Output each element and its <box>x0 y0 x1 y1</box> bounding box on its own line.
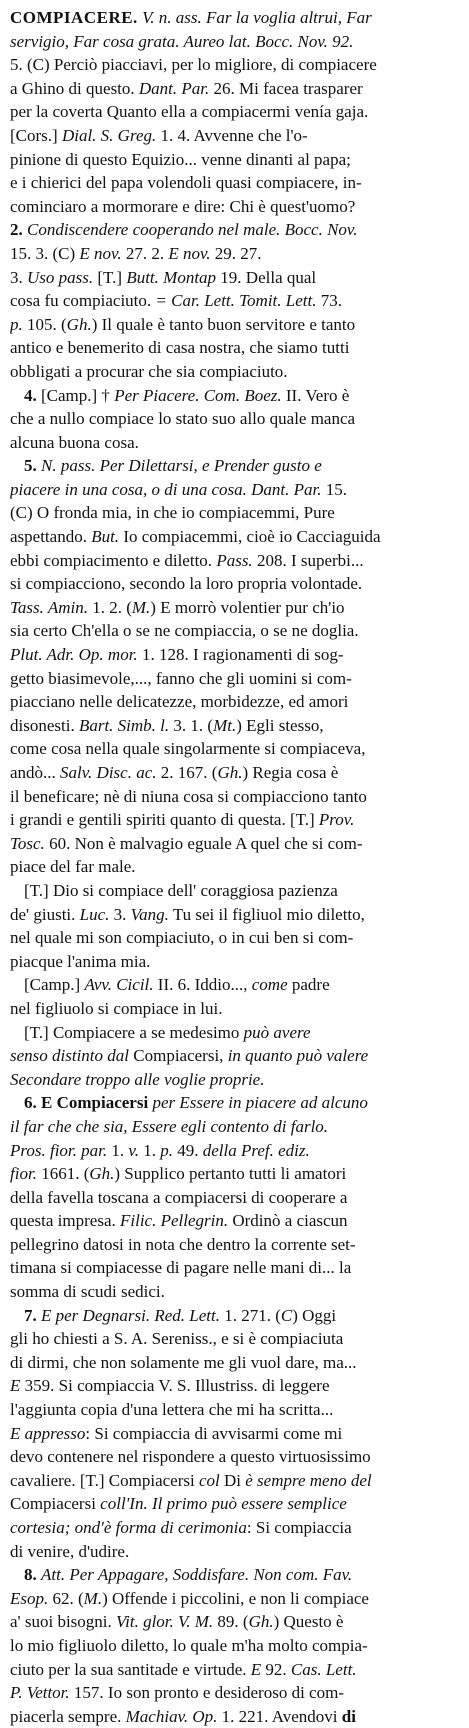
text-segment: Tu sei il figliuol mio diletto, <box>168 904 365 924</box>
text-segment: 5. <box>24 456 41 476</box>
entry-line <box>10 1327 459 1351</box>
entry-line <box>10 124 459 148</box>
text-segment: Pass. <box>216 550 253 570</box>
text-segment: [T.] <box>93 267 127 287</box>
text-segment: a Ghino di questo. <box>10 78 139 98</box>
text-segment: 1. <box>107 1140 129 1160</box>
text-segment: Gh. <box>248 1612 274 1632</box>
entry-line <box>10 218 459 242</box>
entry-line <box>10 30 459 54</box>
text-segment: il far che che sia, Essere egli contento di farlo. <box>10 1116 329 1136</box>
text-segment: cosa fu compiaciuto. <box>10 291 156 311</box>
text-segment: 2. 167. ( <box>156 763 218 782</box>
text-segment: But. <box>91 527 120 547</box>
text-segment: II. 6. Iddio..., <box>153 975 252 995</box>
text-segment: 8. <box>24 1565 41 1585</box>
text-segment: Ordinò a ciascun <box>228 1211 348 1231</box>
text-segment: piace del far male. <box>10 857 136 877</box>
text-segment: P. Vettor. <box>10 1683 70 1703</box>
text-segment: Gh. <box>217 763 243 782</box>
text-segment: per la coverta Quanto ella a compiacermi venía gaja. <box>10 102 369 122</box>
text-segment: di venire, d'udire. <box>10 1541 130 1561</box>
text-segment: nel figliuolo si compiace in lui. <box>10 998 223 1018</box>
entry-line <box>10 266 459 290</box>
entry-line <box>10 737 459 761</box>
entry-line <box>10 1374 459 1398</box>
text-segment: E per Degnarsi. Red. Lett. <box>41 1305 220 1325</box>
text-segment: 92. <box>261 1659 291 1679</box>
entry-line <box>10 596 459 620</box>
entry-line <box>10 714 459 738</box>
text-segment: può avere <box>243 1022 311 1042</box>
text-segment: 3. <box>10 267 27 287</box>
text-segment: 208. I superbi... <box>252 550 364 570</box>
text-segment: servigio, Far cosa grata. Aureo lat. Bocc. Nov. 92. <box>10 31 354 51</box>
text-segment: col <box>198 1470 220 1490</box>
text-segment: 2. <box>10 220 27 240</box>
entry-line <box>10 501 459 525</box>
text-segment: Secondare troppo alle voglie proprie. <box>10 1069 265 1089</box>
text-segment: M. <box>131 597 151 617</box>
text-segment: II. Vero è <box>281 385 350 405</box>
entry-line <box>10 1445 459 1469</box>
text-segment: 6. <box>24 1093 41 1113</box>
text-segment: Cas. Lett. <box>290 1659 357 1679</box>
entry-line <box>10 1540 459 1564</box>
text-segment: che a nullo compiace lo stato suo allo quale manca <box>10 409 356 429</box>
entry-line <box>10 549 459 573</box>
entry-line <box>10 1162 459 1186</box>
text-segment: di dirmi, che non solamente me gli vuol dare, ma... <box>10 1352 357 1372</box>
entry-line <box>10 903 459 927</box>
text-segment: Machiav. Op. <box>125 1706 218 1726</box>
text-segment: ) Supplico pertanto tutti li amatori <box>114 1164 347 1184</box>
text-segment: somma di scudi sedici. <box>10 1282 165 1302</box>
entry-line <box>10 360 459 384</box>
text-segment: 105. ( <box>22 314 67 334</box>
text-segment: ) Oggi <box>292 1305 337 1325</box>
entry-line <box>10 1021 459 1045</box>
entry-line <box>10 1209 459 1233</box>
text-segment: 7. <box>24 1305 41 1325</box>
text-segment: come <box>251 975 288 995</box>
entry-line <box>10 761 459 785</box>
text-segment: ciuto per la sua santitade e virtude. <box>10 1659 251 1679</box>
entry-line <box>10 1634 459 1658</box>
text-segment: il beneficare; nè di niuna cosa si compiacciono tanto <box>10 786 367 806</box>
entry-line <box>10 53 459 77</box>
entry-line <box>10 1422 459 1446</box>
text-segment: 49. <box>172 1140 203 1160</box>
text-segment: l'aggiunta copia d'una lettera che mi ha scritta... <box>10 1400 334 1420</box>
text-segment: : Si compiaccia <box>246 1518 352 1537</box>
text-segment: Condiscendere cooperando nel male. Bocc. Nov. <box>27 220 358 240</box>
text-segment: Bart. Simb. l. <box>78 715 170 735</box>
text-segment: [T.] Compiacere a se medesimo <box>24 1022 244 1042</box>
text-segment: ebbi compiacimento e diletto. <box>10 550 217 570</box>
text-segment: [Camp.] <box>24 975 85 995</box>
text-segment: cominciaro a mormorare e dire: Chi è quest'uomo? <box>10 196 356 216</box>
entry-line <box>10 1705 459 1728</box>
text-segment: : Si compiaccia di avvisarmi come mi <box>85 1423 343 1443</box>
entry-line <box>10 690 459 714</box>
text-segment: disonesti. <box>10 715 79 735</box>
entry-line <box>10 1233 459 1257</box>
text-segment: [Camp.] † <box>41 385 115 405</box>
text-segment: Compiacersi <box>10 1494 101 1514</box>
text-segment: 62. ( <box>48 1588 84 1608</box>
entry-line <box>10 808 459 832</box>
text-segment: Uso pass. <box>27 267 94 287</box>
text-segment: Butt. Montap <box>126 267 217 287</box>
text-segment: fior. <box>10 1164 37 1184</box>
entry-line <box>10 195 459 219</box>
text-segment: cavaliere. [T.] Compiacersi <box>10 1470 199 1490</box>
entry-line <box>10 1256 459 1280</box>
text-segment: Vit. glor. V. M. <box>116 1612 214 1632</box>
text-segment: della favella toscana a compiacersi di cooperare a <box>10 1187 348 1207</box>
text-segment: E <box>10 1376 21 1396</box>
entry-line <box>10 431 459 455</box>
text-segment: Tass. Amin. <box>10 597 88 617</box>
entry-line <box>10 313 459 337</box>
entry-line <box>10 336 459 360</box>
text-segment: sia certo Ch'ella o se ne compiaccia, o se ne doglia. <box>10 621 359 641</box>
text-segment: 1. 128. I ragionamenti di sog- <box>137 645 344 665</box>
text-segment: Io compiacemmi, cioè io Cacciaguida <box>119 527 381 547</box>
text-segment: Vang. <box>130 904 169 924</box>
text-segment: 157. Io son pronto e desideroso di com- <box>69 1683 344 1703</box>
text-segment: di <box>341 1706 356 1726</box>
entry-line <box>10 407 459 431</box>
text-segment: gli ho chiesti a S. A. Sereniss., e si è compiaciuta <box>10 1329 344 1349</box>
text-segment: ) E morrò volentier pur ch'io <box>150 597 345 617</box>
text-segment: E nov. <box>79 243 122 263</box>
text-segment: [Cors.] <box>10 125 62 145</box>
text-segment: Prov. <box>318 810 355 830</box>
text-segment: 359. Si compiaccia V. S. Illustriss. di leggere <box>20 1376 330 1396</box>
text-segment: Pros. fior. par. <box>10 1140 108 1160</box>
entry-line <box>10 525 459 549</box>
text-segment: piacciano nelle delicatezze, morbidezze, ed amori <box>10 692 349 712</box>
text-segment: 15. <box>321 479 347 499</box>
text-segment: Dial. S. Greg. <box>61 125 157 145</box>
entry-line <box>10 171 459 195</box>
text-segment: Per Piacere. Com. Boez. <box>114 385 282 405</box>
text-segment: alcuna buona cosa. <box>10 432 139 452</box>
text-segment: senso distinto dal <box>10 1046 130 1066</box>
text-segment: p. <box>160 1140 173 1160</box>
entry-line <box>10 1658 459 1682</box>
entry-line <box>10 572 459 596</box>
text-segment: 29. 27. <box>210 243 262 263</box>
text-segment: Plut. Adr. Op. mor. <box>10 645 138 665</box>
text-segment: (C) O fronda mia, in che io compiacemmi, Pure <box>10 503 335 523</box>
entry-line <box>10 1587 459 1611</box>
text-segment: Esop. <box>10 1588 49 1608</box>
entry-line <box>10 1563 459 1587</box>
entry-line <box>10 148 459 172</box>
text-segment: 73. <box>316 291 342 311</box>
text-segment: 1. 4. Avvenne che l'o- <box>156 125 308 145</box>
text-segment: e i chierici del papa volendoli quasi compiacere, in- <box>10 173 362 193</box>
text-segment: 19. Della qual <box>216 267 317 287</box>
text-segment: per Essere in piacere ad alcuno <box>148 1093 368 1113</box>
entry-line <box>10 1139 459 1163</box>
text-segment: padre <box>287 975 330 995</box>
text-segment: ) Regia cosa è <box>242 763 339 782</box>
text-segment: 4. <box>24 385 41 405</box>
entry-line <box>10 1068 459 1092</box>
entry-line <box>10 1091 459 1115</box>
text-segment: 1. 221. Avendovi <box>217 1706 342 1726</box>
text-segment: pinione di questo Equizio... venne dinanti al papa; <box>10 149 351 169</box>
text-segment: getto biasimevole,..., fanno che gli uomini si com- <box>10 668 352 688</box>
text-segment: Mt. <box>213 715 237 735</box>
entry-line <box>10 1681 459 1705</box>
text-segment: Salv. Disc. ac. <box>60 763 157 782</box>
entry-line <box>10 855 459 879</box>
text-segment: 27. 2. <box>121 243 169 263</box>
entry-line <box>10 1044 459 1068</box>
text-segment: 15. 3. (C) <box>10 243 80 263</box>
entry-line <box>10 478 459 502</box>
text-segment: E nov. <box>168 243 211 263</box>
text-segment: 1. 271. ( <box>219 1305 281 1325</box>
entry-line <box>10 1280 459 1304</box>
text-segment: questa impresa. <box>10 1211 120 1231</box>
text-segment: 3. <box>109 904 131 924</box>
text-segment: Avv. Cicil. <box>84 975 154 995</box>
text-segment: piacere in una cosa, o di una cosa. Dant. Par. <box>10 479 322 499</box>
entry-line <box>10 100 459 124</box>
text-segment: antico e benemerito di casa nostra, che siamo tutti <box>10 338 350 358</box>
text-segment: Gh. <box>66 314 92 334</box>
text-segment: ) Questo è <box>273 1612 344 1632</box>
entry-line <box>10 997 459 1021</box>
entry-line <box>10 1492 459 1516</box>
text-segment: coll'In. Il primo può essere semplice <box>100 1494 347 1514</box>
entry-line <box>10 6 459 30</box>
text-segment: E <box>250 1659 262 1679</box>
text-segment: della Pref. ediz. <box>202 1140 310 1160</box>
entry-line <box>10 1304 459 1328</box>
entry-line <box>10 289 459 313</box>
entry-line <box>10 1115 459 1139</box>
text-segment: come cosa nella quale singolarmente si compiaceva, <box>10 739 366 759</box>
text-segment: 3. 1. ( <box>169 715 214 735</box>
text-segment: [T.] Dio si compiace dell' coraggiosa pazienza <box>24 880 338 900</box>
text-segment: è sempre meno del <box>245 1470 372 1490</box>
text-segment: V. n. ass. Far la voglia altrui, Far <box>137 8 372 27</box>
text-segment: Tosc. <box>10 833 45 853</box>
text-segment: Luc. <box>79 904 110 924</box>
text-segment: nel quale mi son compiaciuto, o in cui ben si com- <box>10 928 354 948</box>
text-segment: 1661. ( <box>36 1164 90 1184</box>
text-segment: ) Offende i piccolini, e non li compiace <box>102 1588 369 1608</box>
entry-line <box>10 1398 459 1422</box>
text-segment: Att. Per Appagare, Soddisfare. Non com. Fav. <box>41 1565 353 1585</box>
text-segment: 5. (C) Perciò piacciavi, per lo migliore, di compiacere <box>10 55 377 75</box>
entry-line <box>10 926 459 950</box>
text-segment: ) Egli stesso, <box>236 715 324 735</box>
text-segment: ) Il quale è tanto buon servitore e tanto <box>91 314 356 334</box>
text-segment: Filic. Pellegrin. <box>120 1211 229 1231</box>
entry-line <box>10 1610 459 1634</box>
entry-line <box>10 1351 459 1375</box>
text-segment: 60. Non è malvagio eguale A quel che si com- <box>44 833 363 853</box>
text-segment: devo contenere nel rispondere a questo virtuosissimo <box>10 1447 371 1467</box>
text-segment: a' suoi bisogni. <box>10 1612 117 1632</box>
text-segment: Gh. <box>89 1164 115 1184</box>
text-segment: C <box>280 1305 293 1325</box>
text-segment: i grandi e gentili spiriti quanto di questa. [T.] <box>10 810 319 830</box>
text-segment: 89. ( <box>213 1612 249 1632</box>
text-segment: 1. 2. ( <box>87 597 132 617</box>
text-segment: Compiacersi, <box>129 1046 228 1066</box>
text-segment: cortesia; ond'è forma di cerimonia <box>10 1518 247 1537</box>
text-segment: timana si compiacesse di pagare nelle mani di... la <box>10 1258 352 1278</box>
text-segment: Di <box>219 1470 246 1490</box>
text-segment: p. <box>10 314 23 334</box>
entry-line <box>10 785 459 809</box>
entry-line <box>10 950 459 974</box>
entry-line <box>10 77 459 101</box>
text-segment: in quanto può valere <box>227 1046 369 1066</box>
text-segment: N. pass. Per Dilettarsi, e Prender gusto e <box>41 456 322 476</box>
text-segment: M. <box>83 1588 103 1608</box>
text-segment: E Compiacersi <box>41 1093 149 1113</box>
text-segment: 26. Mi facea trasparer <box>209 78 363 98</box>
text-segment: E appresso <box>10 1423 86 1443</box>
entry-line <box>10 1469 459 1493</box>
text-segment: Dant. Par. <box>138 78 210 98</box>
text-segment: de' giusti. <box>10 904 80 924</box>
text-segment: si compiacciono, secondo la loro propria volontade. <box>10 574 363 594</box>
entry-line <box>10 973 459 997</box>
text-segment: pellegrino datosi in nota che dentro la corrente set- <box>10 1234 356 1254</box>
entry-line <box>10 454 459 478</box>
entry-line <box>10 242 459 266</box>
text-segment: aspettando. <box>10 527 92 547</box>
headword: COMPIACERE. <box>10 8 138 27</box>
entry-line <box>10 1186 459 1210</box>
entry-line <box>10 667 459 691</box>
entry-line <box>10 384 459 408</box>
text-segment: v. <box>128 1140 139 1160</box>
text-segment: = Car. Lett. Tomit. Lett. <box>155 291 317 311</box>
entry-line <box>10 643 459 667</box>
text-segment: obbligati a procurar che sia compiaciuto. <box>10 361 288 381</box>
entry-line <box>10 1516 459 1540</box>
text-segment: 1. <box>138 1140 161 1160</box>
text-segment: piacque l'anima mia. <box>10 951 151 971</box>
entry-line <box>10 619 459 643</box>
entry-line <box>10 832 459 856</box>
text-segment: andò... <box>10 763 61 782</box>
entry-line <box>10 879 459 903</box>
text-segment: piacerla sempre. <box>10 1706 126 1726</box>
text-segment: lo mio figliuolo diletto, lo quale m'ha molto compia- <box>10 1635 368 1655</box>
